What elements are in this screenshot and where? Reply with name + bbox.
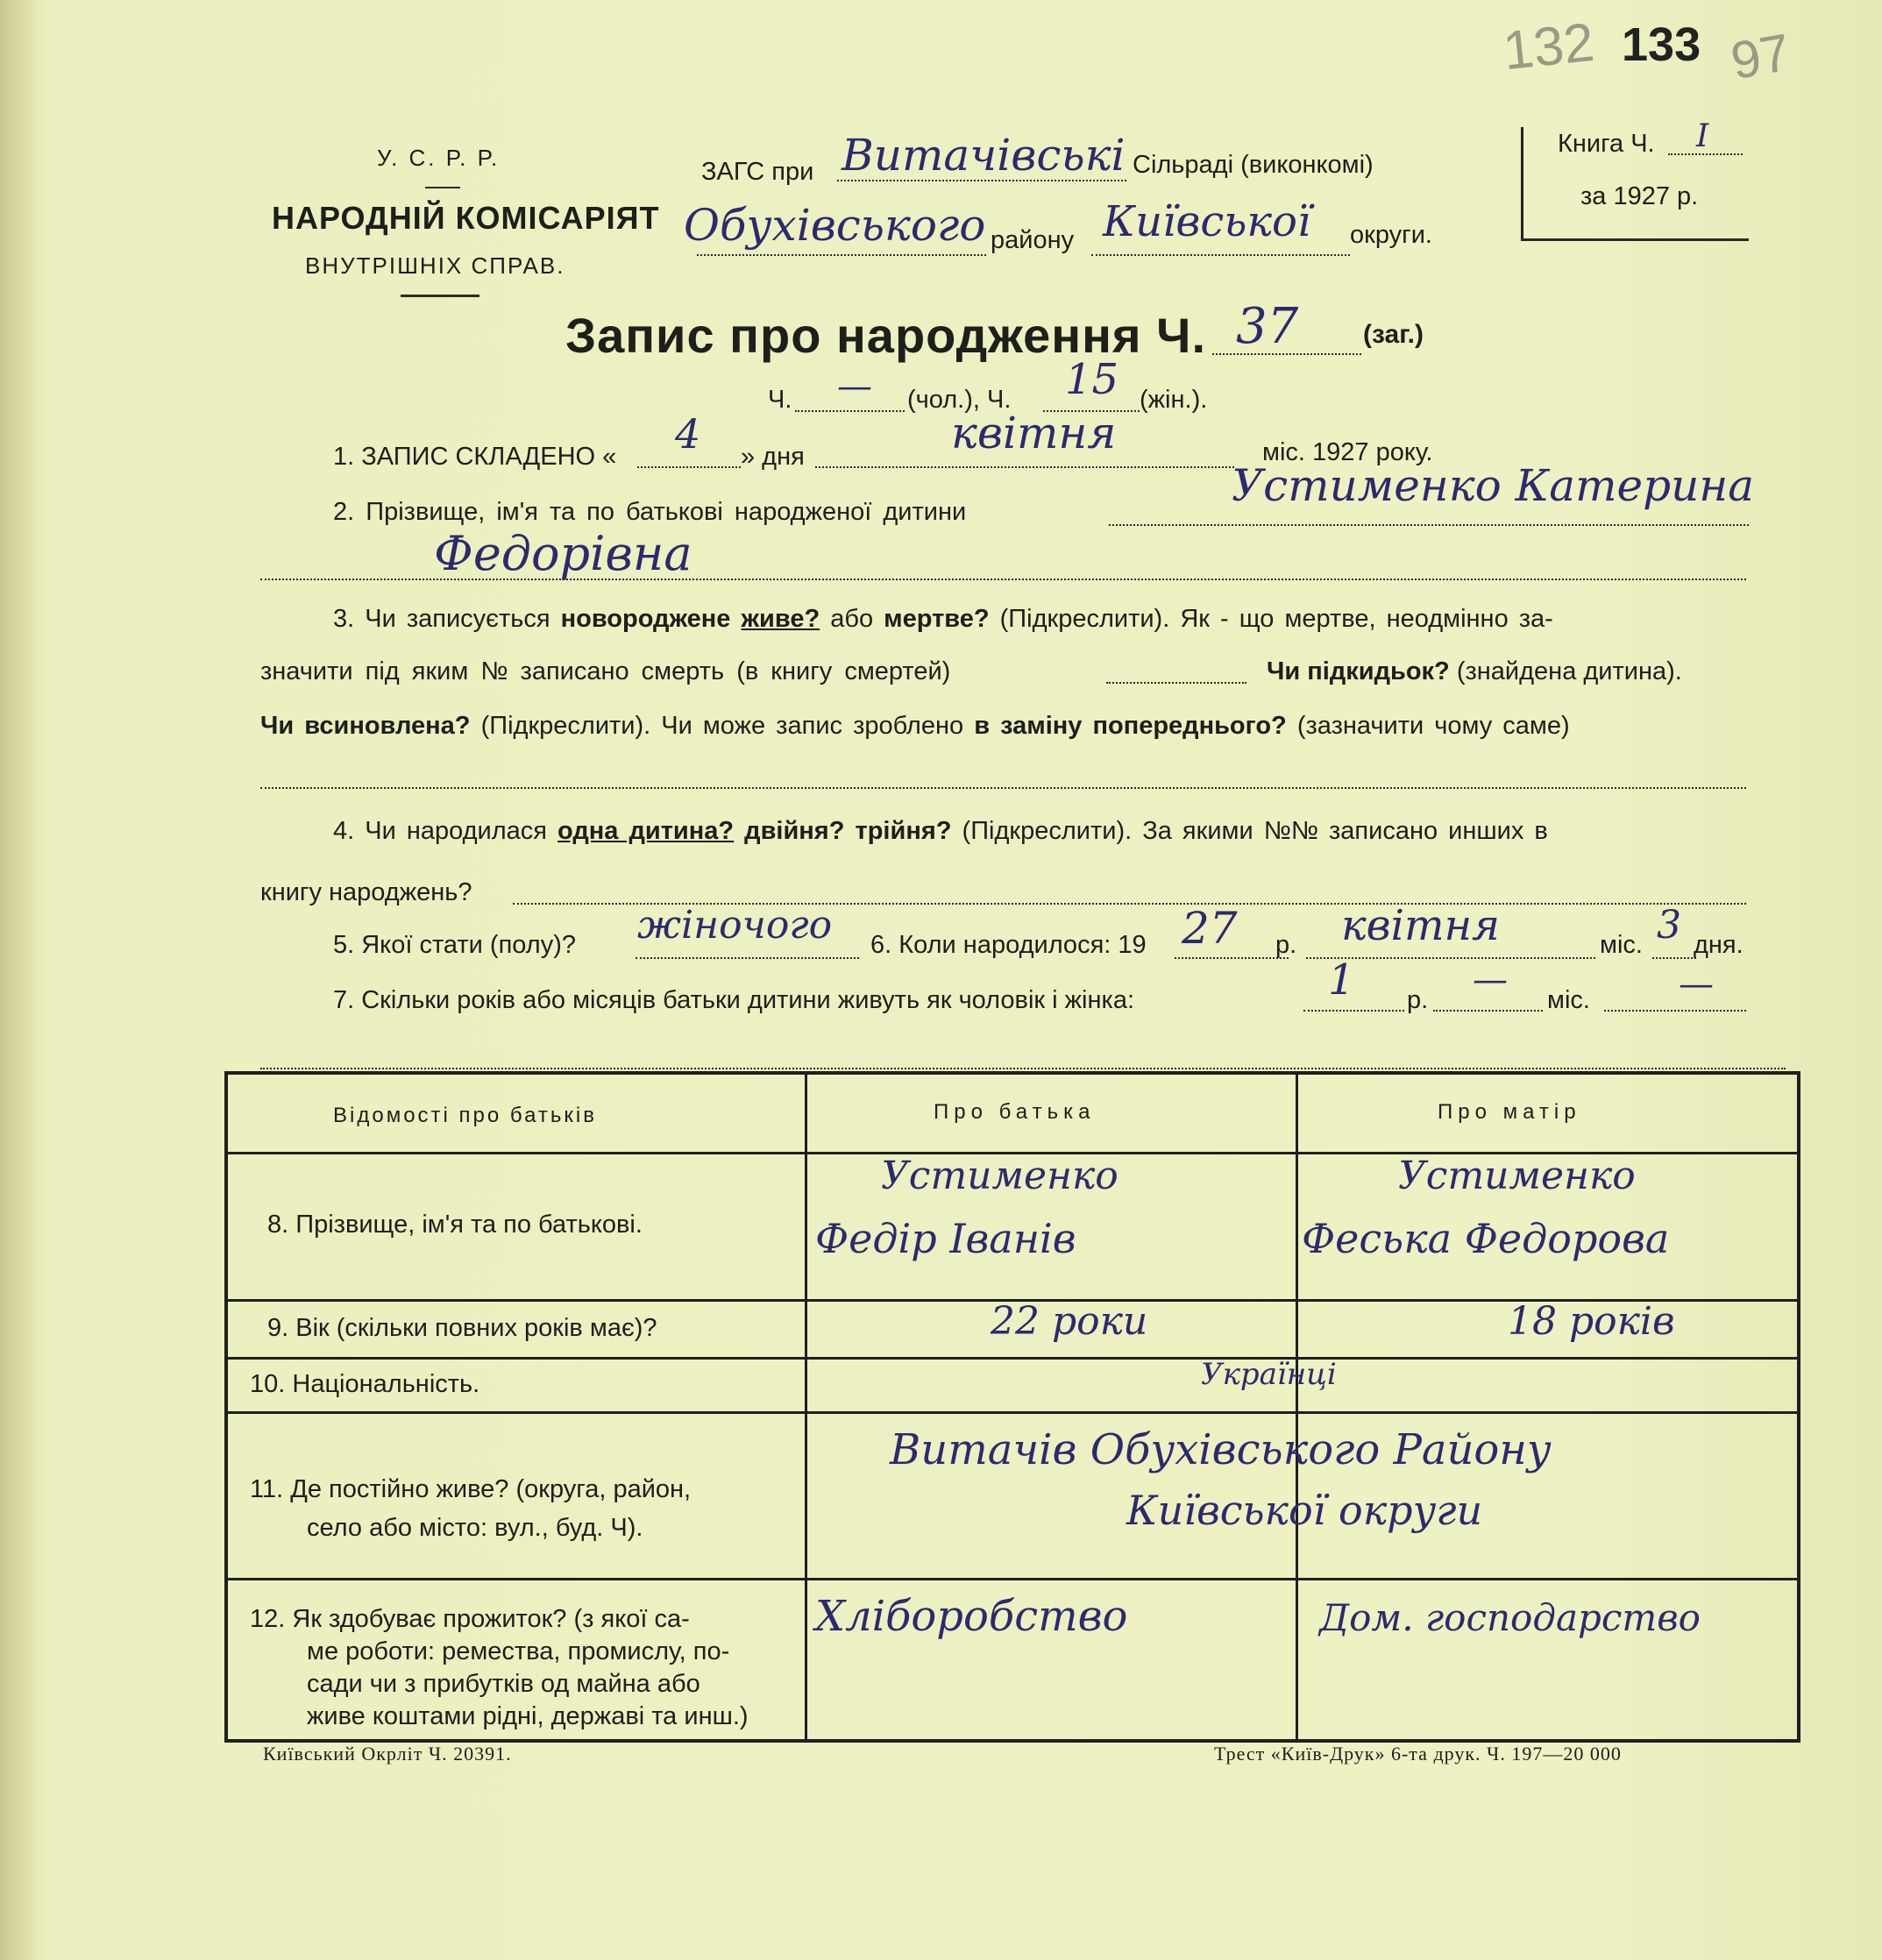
row11-label-line2: село або місто: вул., буд. Ч).	[307, 1514, 643, 1542]
child-patronymic-handwritten: Федорівна	[434, 526, 692, 581]
row12-label-line3: сади чи з прибутків од майна або	[307, 1670, 700, 1698]
old-page-number: 132	[1500, 11, 1597, 82]
months-handwritten: —	[1473, 960, 1508, 1000]
dotted-field	[1303, 1010, 1404, 1012]
divider	[401, 295, 479, 297]
dotted-field	[636, 957, 859, 959]
row12-label-line2: ме роботи: ремества, промислу, по-	[307, 1637, 730, 1665]
birth-month-handwritten: квітня	[1341, 901, 1500, 950]
table-header-mother: Про матір	[1438, 1100, 1581, 1124]
dotted-field	[1106, 682, 1246, 684]
row11-label-line1: 11. Де постійно живе? (округа, район,	[250, 1475, 692, 1503]
parents-table	[224, 1071, 1800, 1743]
father-name-handwritten: Федір Іванів	[815, 1215, 1076, 1262]
item1-day-handwritten: 4	[675, 410, 701, 458]
item6-label: 6. Коли народилося: 19	[870, 931, 1147, 959]
birth-day-handwritten: 3	[1657, 903, 1681, 948]
item4-line1: 4. Чи народилася одна дитина? двійня? трійня? (Підкреслити). За якими №№ записано инших в	[333, 817, 1548, 845]
table-row-divider	[228, 1357, 1797, 1360]
dotted-field	[1433, 1010, 1543, 1012]
district-label: району	[991, 226, 1075, 254]
council-label: Сільраді (виконкомі)	[1133, 151, 1374, 179]
residence-handwritten-line2: Київської округи	[1126, 1487, 1483, 1534]
item3-line2: значити під яким № записано смерть (в книгу смертей)	[260, 657, 951, 685]
mother-surname-handwritten: Устименко	[1398, 1154, 1636, 1198]
title-suffix: (заг.)	[1363, 320, 1424, 349]
male-label: (чол.), Ч.	[907, 386, 1012, 414]
table-row-divider	[228, 1411, 1797, 1414]
row10-label: 10. Національність.	[250, 1370, 480, 1398]
title-number-handwritten: 37	[1236, 298, 1299, 355]
table-row-divider	[228, 1578, 1797, 1580]
dotted-field	[260, 1068, 1786, 1069]
dotted-field	[697, 254, 986, 256]
dotted-field	[1652, 957, 1696, 959]
item7-mis: міс.	[1547, 986, 1590, 1014]
subnumber-prefix: Ч.	[768, 386, 792, 414]
residence-handwritten-line1: Витачів Обухівського Району	[890, 1425, 1552, 1474]
item6-mis: міс.	[1600, 931, 1643, 959]
item1-month-handwritten: квітня	[951, 408, 1117, 458]
female-number-handwritten: 15	[1065, 355, 1119, 404]
mother-occupation-handwritten: Дом. господарство	[1319, 1596, 1701, 1639]
dotted-field	[1604, 1010, 1746, 1012]
item6-dnya: дня.	[1694, 931, 1744, 959]
item1-label: 1. ЗАПИС СКЛАДЕНО «	[333, 443, 617, 471]
footer-right: Трест «Київ-Друк» 6-та друк. Ч. 197—20 000	[1214, 1743, 1622, 1765]
dotted-field	[637, 466, 741, 468]
zags-prefix: ЗАГС при	[701, 158, 814, 186]
male-number-handwritten: —	[837, 366, 872, 407]
page-number: 133	[1622, 18, 1701, 71]
page-title: Запис про народження Ч.	[565, 308, 1207, 363]
dotted-field	[260, 787, 1746, 789]
father-surname-handwritten: Устименко	[881, 1154, 1119, 1198]
divider	[425, 187, 460, 188]
dotted-field	[1175, 957, 1289, 959]
table-header-info: Відомості про батьків	[333, 1104, 597, 1127]
book-box-border	[1521, 127, 1523, 241]
table-column-divider	[1296, 1075, 1298, 1739]
item6-r: р.	[1275, 931, 1297, 959]
father-occupation-handwritten: Хліборобство	[815, 1592, 1128, 1641]
sex-handwritten: жіночого	[637, 903, 833, 948]
page-binding-edge	[0, 0, 35, 1960]
commissariat-subtitle: ВНУТРІШНІХ СПРАВ.	[305, 252, 565, 279]
book-label: Книга Ч.	[1558, 130, 1655, 158]
item1-mid: » дня	[741, 443, 805, 471]
years-handwritten: 1	[1328, 955, 1355, 1005]
book-year: за 1927 р.	[1580, 182, 1699, 210]
okruga-handwritten: Київської	[1103, 197, 1311, 246]
dotted-field	[815, 466, 1234, 468]
dotted-field	[1091, 254, 1350, 256]
row12-label-line4: живе коштами рідні, державі та инш.)	[307, 1702, 749, 1730]
row8-label: 8. Прізвище, ім'я та по батькові.	[267, 1211, 643, 1239]
pencil-mark: 97	[1726, 22, 1795, 91]
item3-line1: 3. Чи записується новороджене живе? або мертве? (Підкреслити). Як - що мертве, неодмінно за-	[333, 605, 1553, 633]
okruga-label: округи.	[1350, 221, 1432, 249]
row9-label: 9. Вік (скільки повних років має)?	[267, 1314, 657, 1342]
village-handwritten: Витачівські	[842, 130, 1126, 181]
table-column-divider	[805, 1075, 807, 1739]
extra-handwritten: —	[1679, 964, 1714, 1005]
dotted-field	[1109, 524, 1749, 526]
item3-line2-end: Чи підкидьок? (знайдена дитина).	[1267, 657, 1682, 685]
republic-label: У. С. Р. Р.	[377, 145, 501, 171]
row12-label-line1: 12. Як здобуває прожиток? (з якої са-	[250, 1605, 690, 1633]
item7-r: р.	[1407, 986, 1429, 1014]
nationality-handwritten: Українці	[1201, 1357, 1337, 1392]
item4-line2: книгу народжень?	[260, 878, 472, 906]
female-label: (жін.).	[1140, 386, 1208, 414]
footer-left: Київський Окрліт Ч. 20391.	[263, 1743, 512, 1765]
table-header-father: Про батька	[934, 1100, 1096, 1124]
district-handwritten: Обухівського	[684, 200, 986, 251]
dotted-field	[795, 410, 905, 412]
mother-name-handwritten: Феська Федорова	[1302, 1215, 1670, 1262]
book-number-handwritten: I	[1696, 118, 1709, 154]
item7-label: 7. Скільки років або місяців батьки дитини живуть як чоловік і жінка:	[333, 986, 1135, 1014]
item3-line3: Чи всиновлена? (Підкреслити). Чи може запис зроблено в заміну попереднього? (зазначити чому саме)	[260, 712, 1570, 740]
item5-label: 5. Якої стати (полу)?	[333, 931, 576, 959]
item2-label: 2. Прізвище, ім'я та по батькові народженої дитини	[333, 498, 967, 526]
book-box-bottom	[1521, 238, 1749, 241]
item1-end: міс. 1927 року.	[1262, 438, 1433, 466]
father-age-handwritten: 22 роки	[991, 1299, 1148, 1344]
birth-year-handwritten: 27	[1182, 903, 1238, 954]
mother-age-handwritten: 18 років	[1508, 1299, 1675, 1344]
commissariat-title: НАРОДНІЙ КОМІСАРІЯТ	[272, 200, 660, 236]
child-name-handwritten: Устименко Катерина	[1232, 460, 1755, 511]
